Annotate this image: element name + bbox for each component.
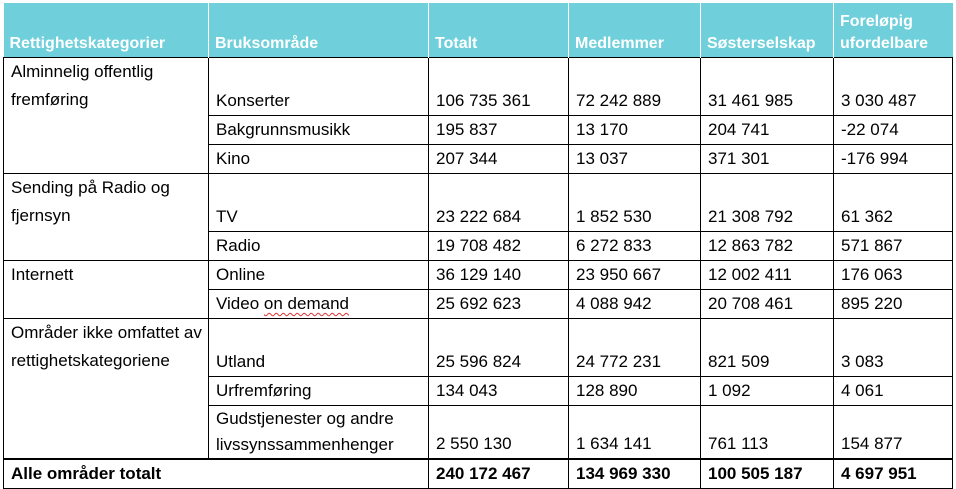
unallocated-cell: 4 061 — [834, 377, 953, 406]
totals-row — [4, 459, 953, 489]
usage-line-2: livssynssammenhenger — [216, 435, 394, 454]
usage-cell: Konserter — [209, 58, 429, 116]
members-cell: 1 852 530 — [569, 174, 701, 232]
sister-cell: 761 113 — [701, 406, 834, 460]
unallocated-cell: 3 083 — [834, 319, 953, 377]
members-cell: 4 088 942 — [569, 290, 701, 319]
header-unallocated-line2: ufordelbare — [840, 35, 929, 52]
totals-label: Alle områder totalt — [4, 459, 429, 489]
totals-unallocated: 4 697 951 — [834, 459, 953, 489]
usage-cell: Urfremføring — [209, 377, 429, 406]
members-cell: 13 037 — [569, 145, 701, 174]
sister-cell: 31 461 985 — [701, 58, 834, 116]
table-row — [4, 58, 953, 116]
members-cell: 6 272 833 — [569, 232, 701, 261]
total-cell: 25 692 623 — [429, 290, 569, 319]
table-wrapper — [3, 3, 952, 489]
total-cell: 36 129 140 — [429, 261, 569, 290]
sister-cell: 21 308 792 — [701, 174, 834, 232]
usage-cell: Radio — [209, 232, 429, 261]
sister-cell: 371 301 — [701, 145, 834, 174]
category-cell: Internett — [4, 261, 209, 319]
members-cell: 13 170 — [569, 116, 701, 145]
usage-cell: Bakgrunnsmusikk — [209, 116, 429, 145]
unallocated-cell: -22 074 — [834, 116, 953, 145]
usage-cell — [209, 290, 429, 319]
usage-cell: Utland — [209, 319, 429, 377]
sister-cell: 12 863 782 — [701, 232, 834, 261]
header-members: Medlemmer — [569, 3, 701, 58]
total-cell: 19 708 482 — [429, 232, 569, 261]
sister-cell: 12 002 411 — [701, 261, 834, 290]
total-cell: 195 837 — [429, 116, 569, 145]
unallocated-cell: 571 867 — [834, 232, 953, 261]
unallocated-cell: 895 220 — [834, 290, 953, 319]
members-cell: 1 634 141 — [569, 406, 701, 460]
members-cell: 24 772 231 — [569, 319, 701, 377]
spellcheck-marked-text: on demand — [263, 294, 349, 313]
unallocated-cell: 176 063 — [834, 261, 953, 290]
header-row — [4, 3, 953, 58]
category-cell: Områder ikke omfattet av rettighetskategoriene — [4, 319, 209, 460]
header-category: Rettighetskategorier — [4, 3, 209, 58]
totals-sister: 100 505 187 — [701, 459, 834, 489]
members-cell: 128 890 — [569, 377, 701, 406]
sister-cell: 1 092 — [701, 377, 834, 406]
sister-cell: 20 708 461 — [701, 290, 834, 319]
total-cell: 23 222 684 — [429, 174, 569, 232]
header-total: Totalt — [429, 3, 569, 58]
totals-members: 134 969 330 — [569, 459, 701, 489]
unallocated-cell: -176 994 — [834, 145, 953, 174]
sister-cell: 204 741 — [701, 116, 834, 145]
header-sister: Søsterselskap — [701, 3, 834, 58]
header-usage: Bruksområde — [209, 3, 429, 58]
total-cell: 134 043 — [429, 377, 569, 406]
total-cell: 25 596 824 — [429, 319, 569, 377]
header-unallocated — [834, 3, 953, 58]
unallocated-cell: 61 362 — [834, 174, 953, 232]
table-row — [4, 319, 953, 377]
table-row — [4, 261, 953, 290]
totals-total: 240 172 467 — [429, 459, 569, 489]
category-cell: Alminnelig offentlig fremføring — [4, 58, 209, 174]
table-row — [4, 174, 953, 232]
total-cell: 106 735 361 — [429, 58, 569, 116]
members-cell: 72 242 889 — [569, 58, 701, 116]
header-unallocated-line1: Foreløpig — [840, 13, 913, 30]
members-cell: 23 950 667 — [569, 261, 701, 290]
total-cell: 207 344 — [429, 145, 569, 174]
unallocated-cell: 154 877 — [834, 406, 953, 460]
usage-cell: Kino — [209, 145, 429, 174]
sister-cell: 821 509 — [701, 319, 834, 377]
unallocated-cell: 3 030 487 — [834, 58, 953, 116]
usage-cell: Online — [209, 261, 429, 290]
usage-cell: TV — [209, 174, 429, 232]
total-cell: 2 550 130 — [429, 406, 569, 460]
category-cell: Sending på Radio og fjernsyn — [4, 174, 209, 261]
usage-line-1: Gudstjenester og andre — [216, 409, 394, 428]
rights-table — [3, 3, 953, 489]
usage-text: Video — [216, 294, 264, 313]
usage-cell — [209, 406, 429, 460]
